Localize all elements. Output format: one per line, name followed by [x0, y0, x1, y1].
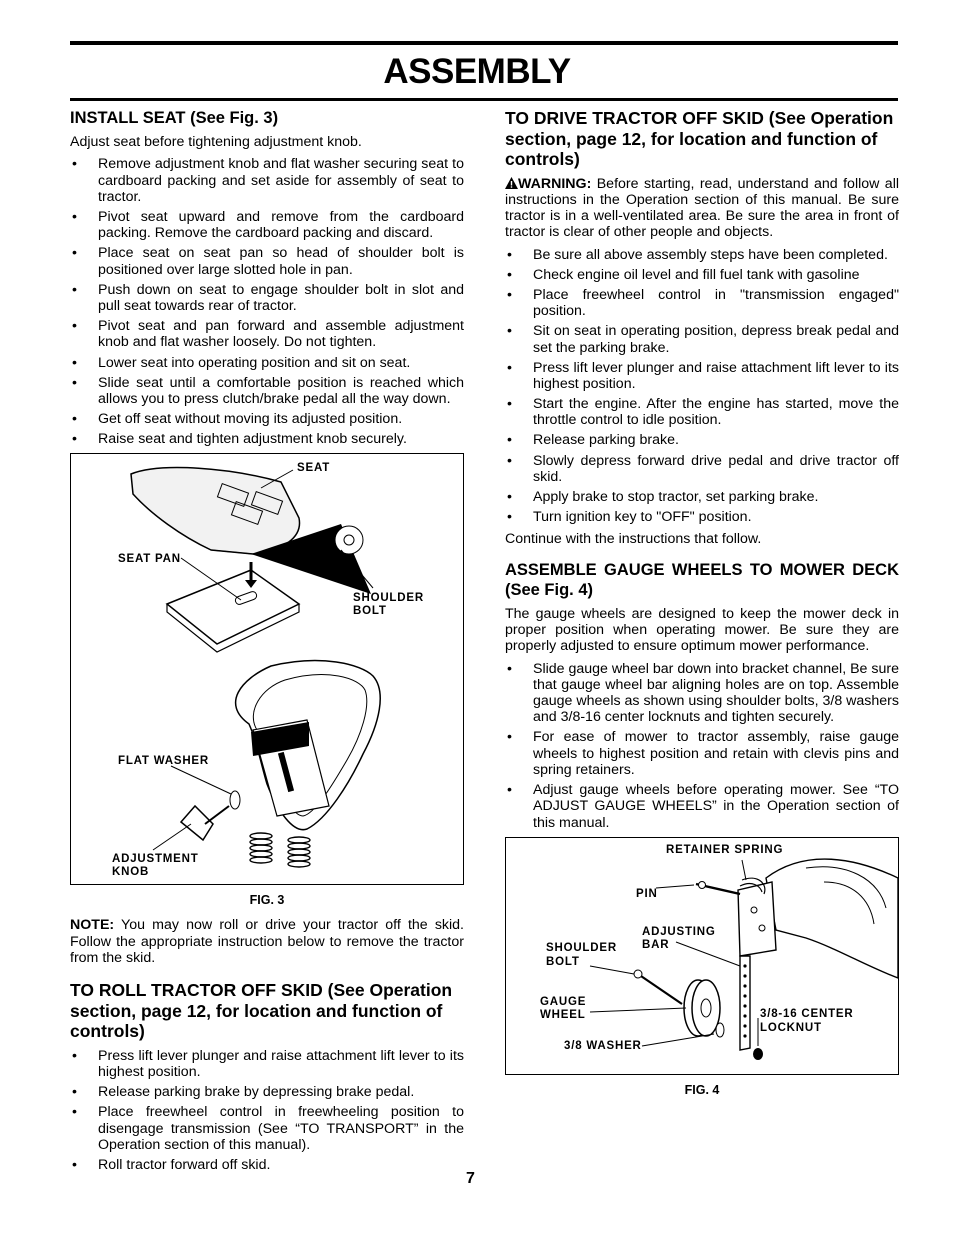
list-item: • Sit on seat in operating position, depress break pedal and set the parking brake. — [505, 323, 899, 356]
label-shoulder-bolt-line1: SHOULDER — [546, 942, 617, 955]
list-item: • Release parking brake. — [505, 432, 899, 448]
list-item: • Raise seat and tighten adjustment knob securely. — [70, 431, 464, 447]
list-item: • For ease of mower to tractor assembly, raise gauge wheels to highest position and retain with clevis pins and spring retainers. — [505, 729, 899, 778]
top-rule — [70, 41, 898, 45]
right-column — [505, 108, 899, 1107]
list-item: • Slowly depress forward drive pedal and drive tractor off skid. — [505, 453, 899, 486]
warning-text: Before starting, read, understand and follow all instructions in the Operation section of this manual. Be sure tractor is in a well-ventilated area. Be sure the area in front of tractor is clear of other people and objects. — [505, 175, 899, 241]
label-shoulder-bolt-line2: BOLT — [353, 605, 387, 618]
label-seat: SEAT — [297, 462, 331, 475]
list-item: • Pivot seat upward and remove from the cardboard packing. Remove the cardboard packing and discard. — [70, 209, 464, 242]
gauge-wheels-intro: The gauge wheels are designed to keep the mower deck in proper position when operating mower. Be sure they are properly adjusted to ensure optimum mower performance. — [505, 605, 899, 655]
label-gauge-wheel-line2: WHEEL — [540, 1009, 586, 1022]
list-item: • Apply brake to stop tractor, set parking brake. — [505, 489, 899, 505]
roll-off-steps — [70, 1048, 464, 1173]
label-retainer-spring: RETAINER SPRING — [666, 844, 784, 857]
warning-label: WARNING: — [518, 175, 592, 192]
label-gauge-wheel-line1: GAUGE — [540, 996, 587, 1009]
label-shoulder-bolt-line2: BOLT — [546, 956, 580, 969]
list-item: • Slide seat until a comfortable position is reached which allows you to press clutch/brake pedal all the way down. — [70, 375, 464, 408]
label-pin: PIN — [636, 888, 658, 901]
warning-icon — [505, 177, 518, 189]
figure-4 — [505, 837, 899, 1075]
page-number: 7 — [466, 1170, 475, 1187]
list-item: • Push down on seat to engage shoulder bolt in slot and pull seat towards rear of tractor. — [70, 282, 464, 315]
continue-text: Continue with the instructions that follow. — [505, 531, 762, 548]
list-item: • Press lift lever plunger and raise attachment lift lever to its highest position. — [70, 1048, 464, 1081]
left-column — [70, 108, 464, 1179]
label-washer: 3/8 WASHER — [564, 1040, 642, 1053]
list-item: • Adjust gauge wheels before operating mower. See “TO ADJUST GAUGE WHEELS” in the Operation section of this manual. — [505, 782, 899, 831]
install-seat-steps — [70, 156, 464, 447]
install-seat-intro: Adjust seat before tightening adjustment knob. — [70, 134, 362, 150]
label-adjusting-bar-line2: BAR — [642, 939, 670, 952]
seat-illustration — [71, 454, 463, 884]
install-seat-heading: INSTALL SEAT (See Fig. 3) — [70, 109, 279, 127]
page-title: ASSEMBLY — [383, 52, 571, 91]
list-item: • Be sure all above assembly steps have been completed. — [505, 247, 899, 263]
note-paragraph — [70, 917, 464, 966]
list-item: • Press lift lever plunger and raise attachment lift lever to its highest position. — [505, 360, 899, 393]
gauge-wheels-steps — [505, 661, 899, 832]
list-item: • Lower seat into operating position and sit on seat. — [70, 355, 464, 371]
drive-off-heading: TO DRIVE TRACTOR OFF SKID (See Operation section, page 12, for location and function of controls) — [505, 108, 894, 169]
list-item: • Release parking brake by depressing brake pedal. — [70, 1084, 464, 1100]
list-item: • Place freewheel control in freewheeling position to disengage transmission (See “TO TRANSPORT” in the Operation section of this manual). — [70, 1104, 464, 1153]
list-item: • Get off seat without moving its adjusted position. — [70, 411, 464, 427]
label-seat-pan: SEAT PAN — [118, 553, 181, 566]
label-shoulder-bolt-line1: SHOULDER — [353, 592, 424, 605]
figure-3-caption: FIG. 3 — [249, 893, 285, 908]
list-item: • Pivot seat and pan forward and assemble adjustment knob and flat washer loosely. Do not tighten. — [70, 318, 464, 351]
label-adjustment-knob-line1: ADJUSTMENT — [112, 853, 199, 866]
list-item: • Turn ignition key to "OFF" position. — [505, 509, 899, 525]
note-text: You may now roll or drive your tractor off the skid. Follow the appropriate instruction below to remove the tractor from the skid. — [70, 917, 464, 967]
label-adjusting-bar-line1: ADJUSTING — [642, 926, 716, 939]
list-item: • Roll tractor forward off skid. — [70, 1157, 464, 1173]
list-item: • Start the engine. After the engine has started, move the throttle control to idle position. — [505, 396, 899, 429]
title-underline — [70, 98, 898, 101]
warning-paragraph — [505, 176, 899, 241]
drive-off-steps — [505, 247, 899, 526]
list-item: • Place freewheel control in "transmission engaged" position. — [505, 287, 899, 320]
list-item: • Slide gauge wheel bar down into bracket channel, Be sure that gauge wheel bar aligning holes are on top. Assemble gauge wheels as shown using shoulder bolts, 3/8 washers and 3/8-16 center locknuts and tighten securely. — [505, 661, 899, 726]
note-label: NOTE: — [70, 917, 115, 934]
gauge-wheels-heading: ASSEMBLE GAUGE WHEELS TO MOWER DECK (See Fig. 4) — [505, 560, 899, 599]
label-center-locknut-line1: 3/8-16 CENTER — [760, 1008, 854, 1021]
figure-4-caption: FIG. 4 — [684, 1083, 720, 1098]
list-item: • Check engine oil level and fill fuel tank with gasoline — [505, 267, 899, 283]
label-adjustment-knob-line2: KNOB — [112, 866, 150, 879]
label-center-locknut-line2: LOCKNUT — [760, 1022, 822, 1035]
label-flat-washer: FLAT WASHER — [118, 755, 209, 768]
figure-3 — [70, 453, 464, 885]
list-item: • Remove adjustment knob and flat washer securing seat to cardboard packing and set aside for assembly of seat to tractor. — [70, 156, 464, 205]
list-item: • Place seat on seat pan so head of shoulder bolt is positioned over large slotted hole in pan. — [70, 245, 464, 278]
roll-off-heading: TO ROLL TRACTOR OFF SKID (See Operation section, page 12, for location and function of controls) — [70, 980, 453, 1042]
